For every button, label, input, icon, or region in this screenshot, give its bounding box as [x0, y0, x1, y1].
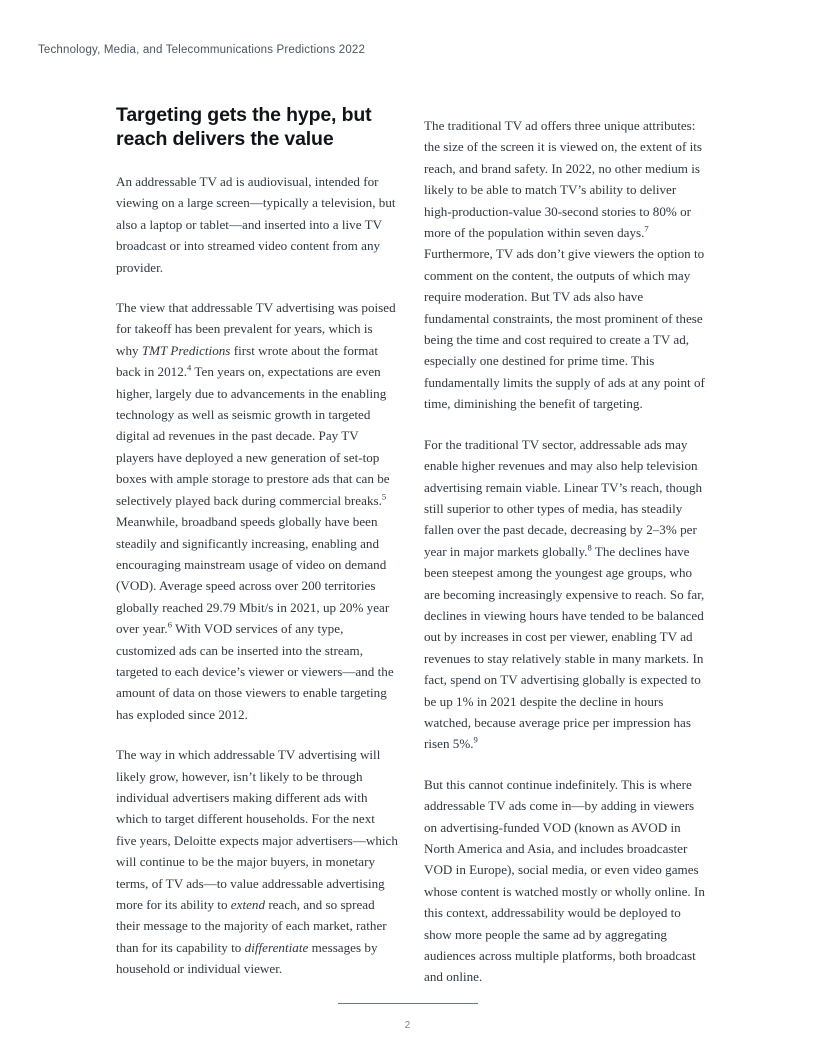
- paragraph-text: reach, and so spread their message to the majority of each market, rather than for its capability to: [116, 897, 387, 955]
- paragraph: [424, 774, 706, 988]
- footnote-marker: 4: [187, 362, 192, 373]
- page-title: [116, 104, 398, 151]
- paragraph-text: With VOD services of any type, customized ads can be inserted into the stream, targeted to each device’s viewer or viewers—and the amount of data on those viewers to enable targeting has exploded since 2012.: [116, 621, 394, 722]
- page-title-line-1: Targeting gets the hype, but: [116, 104, 372, 126]
- paragraph-text: An addressable TV ad is audiovisual, intended for viewing on a large screen—typically a television, but also a laptop or tablet—and inserted into a live TV broadcast or into streamed video content from any provider.: [116, 174, 396, 275]
- paragraph-text: Ten years on, expectations are even higher, largely due to advancements in the enabling technology as well as seismic growth in targeted digital ad revenues in the past decade. Pay TV players have deployed a new generation of set-top boxes with ample storage to prestore ads that can be selectively played back during commercial breaks.: [116, 364, 390, 508]
- paragraph: [116, 171, 398, 278]
- paragraph-text: The declines have been steepest among the youngest age groups, who are becoming increasingly expensive to reach. So far, declines in viewing hours have tended to be balanced out by increases in cost per viewer, enabling TV ad revenues to stay relatively stable in many markets. In fact, spend on TV advertising globally is expected to be up 1% in 2021 despite the decline in hours watched, because average price per impression has risen 5%.: [424, 543, 705, 752]
- footnote-marker: 7: [644, 223, 649, 234]
- paragraph-text: But this cannot continue indefinitely. This is where addressable TV ads come in—by adding in viewers on advertising-funded VOD (known as AVOD in North America and Asia, and includes broadcaster VOD in Europe), social media, or even video games whose content is watched mostly or wholly online. In this context, addressability would be deployed to show more people the same ad by aggregating audiences across multiple platforms, both broadcast and online.: [424, 776, 705, 985]
- paragraph-text: first wrote about the format back in 2012.: [116, 342, 378, 380]
- paragraph-text: messages by household or individual viewer.: [116, 939, 378, 977]
- footer-divider: [338, 1003, 478, 1004]
- italic-emphasis: extend: [230, 897, 266, 912]
- two-column-body: [116, 104, 706, 988]
- paragraph-text: The traditional TV ad offers three unique attributes: the size of the screen it is viewed on, the extent of its reach, and brand safety. In 2022, no other medium is likely to be able to match TV’s ability to deliver high-production-value 30-second stories to 80% or more of the population within seven days.: [424, 118, 702, 241]
- paragraph: [116, 297, 398, 725]
- left-column: [116, 104, 398, 980]
- footnote-marker: 8: [587, 542, 592, 553]
- paragraph-text: Meanwhile, broadband speeds globally have been steadily and significantly increasing, enabling and encouraging mainstream usage of video on demand (VOD). Average speed across over 200 territories globally reached 29.79 Mbit/s in 2021, up 20% year over year.: [116, 514, 390, 637]
- paragraph: [424, 434, 706, 755]
- paragraph-text: The view that addressable TV advertising was poised for takeoff has been prevalent for years, which is why: [116, 300, 396, 358]
- paragraph: [424, 115, 706, 415]
- page-number: 2: [404, 1020, 411, 1031]
- footnote-marker: 5: [381, 491, 387, 502]
- right-column: [424, 104, 706, 988]
- italic-emphasis: differentiate: [244, 939, 309, 955]
- running-header: Technology, Media, and Telecommunications Predictions 2022: [38, 44, 366, 56]
- italic-emphasis: TMT Predictions: [141, 342, 231, 358]
- footnote-marker: 6: [167, 619, 173, 630]
- paragraph-text: For the traditional TV sector, addressable ads may enable higher revenues and may also help television advertising remain viable. Linear TV’s reach, though still superior to other types of media, has steadily fallen over the past decade, decreasing by 2–3% per year in major markets globally.: [424, 436, 703, 559]
- footnote-marker: 9: [473, 735, 478, 746]
- page-footer: [0, 1003, 815, 1031]
- page-title-line-2: reach delivers the value: [116, 127, 334, 150]
- paragraph: [116, 744, 398, 979]
- paragraph-text: The way in which addressable TV advertising will likely grow, however, isn’t likely to be through individual advertisers making different ads with which to target different households. For the next five years, Deloitte expects major advertisers—which will continue to be the major buyers, in monetary terms, of TV ads—to value addressable advertising more for its ability to: [116, 747, 398, 912]
- paragraph-text: Furthermore, TV ads don’t give viewers the option to comment on the content, the outputs of which may require moderation. But TV ads also have fundamental constraints, the most prominent of these being the time and cost required to create a TV ad, especially one destined for prime time. This fundamentally limits the supply of ads at any point of time, diminishing the benefit of targeting.: [424, 246, 705, 412]
